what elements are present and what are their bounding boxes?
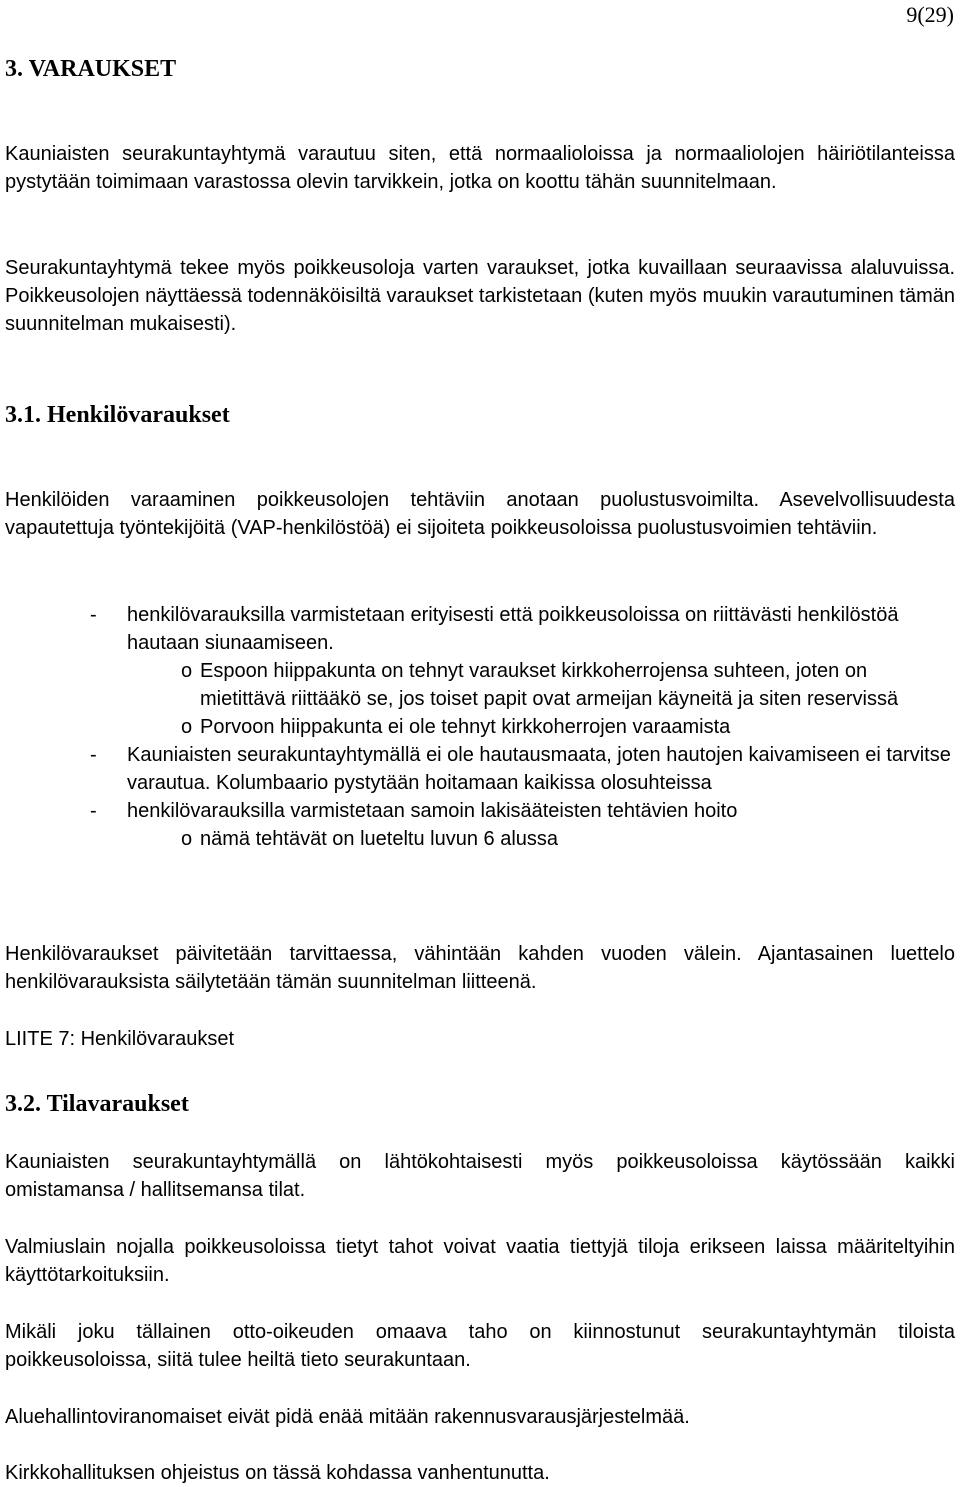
bullet-marker: - (90, 604, 97, 626)
tilavaraukset-paragraph-5: Kirkkohallituksen ohjeistus on tässä kohdassa vanhentunutta. (5, 1462, 550, 1484)
list-item-text: henkilövarauksilla varmistetaan samoin lakisääteisten tehtävien hoito (127, 800, 738, 822)
henkilovaraukset-paragraph: Henkilöiden varaaminen poikkeusolojen tehtäviin anotaan puolustusvoimilta. Asevelvollisuudesta vapautettuja työntekijöitä (VAP-henkilöstöä) ei sijoiteta poikkeusoloissa puolustusvoimien tehtäviin. (5, 489, 955, 539)
sub-list-item (5, 657, 955, 713)
henkilovaraukset-update-paragraph: Henkilövaraukset päivitetään tarvittaessa, vähintään kahden vuoden välein. Ajantasainen luettelo henkilövarauksista säilytetään tämän suunnitelman liitteenä. (5, 943, 955, 993)
sub-list-item (5, 713, 955, 741)
bullet-list (5, 601, 955, 853)
sub-list-item-text: Espoon hiippakunta on tehnyt varaukset kirkkoherrojensa suhteen, joten on mietittävä riittääkö se, jos toiset papit ovat armeijan käyneitä ja siten reservissä (200, 660, 899, 710)
sub-bullet-marker: o (181, 716, 193, 738)
subsection-title-henkilovaraukset: 3.1. Henkilövaraukset (5, 402, 230, 428)
sub-bullet-marker: o (181, 660, 193, 682)
list-item (5, 741, 955, 797)
tilavaraukset-paragraph-4: Aluehallintoviranomaiset eivät pidä enää mitään rakennusvarausjärjestelmää. (5, 1406, 690, 1428)
sub-list-item (5, 825, 955, 853)
tilavaraukset-paragraph-2: Valmiuslain nojalla poikkeusoloissa tietyt tahot voivat vaatia tiettyjä tiloja erikseen laissa määriteltyihin käyttötarkoituksiin. (5, 1236, 955, 1286)
sub-list-item-text: nämä tehtävät on lueteltu luvun 6 alussa (200, 828, 559, 850)
section-title: 3. VARAUKSET (5, 56, 177, 82)
subsection-title-tilavaraukset: 3.2. Tilavaraukset (5, 1091, 189, 1117)
bullet-marker: - (90, 800, 97, 822)
tilavaraukset-paragraph-3: Mikäli joku tällainen otto-oikeuden omaava taho on kiinnostunut seurakuntayhtymän tiloista poikkeusoloissa, siitä tulee heiltä tieto seurakuntaan. (5, 1321, 955, 1371)
list-item-text: Kauniaisten seurakuntayhtymällä ei ole hautausmaata, joten hautojen kaivamiseen ei tarvitse varautua. Kolumbaario pystytään hoitamaan kaikissa olosuhteissa (127, 744, 951, 794)
intro-paragraph-1: Kauniaisten seurakuntayhtymä varautuu siten, että normaalioloissa ja normaaliolojen häiriötilanteissa pystytään toimimaan varastossa olevin tarvikkein, jotka on koottu tähän suunnitelmaan. (5, 143, 955, 193)
sub-bullet-marker: o (181, 828, 193, 850)
page-number: 9(29) (906, 2, 954, 27)
bullet-marker: - (90, 744, 97, 766)
list-item-text: henkilövarauksilla varmistetaan erityisesti että poikkeusoloissa on riittävästi henkilöstöä hautaan siunaamiseen. (127, 604, 899, 654)
list-item (5, 601, 955, 657)
attachment-reference: LIITE 7: Henkilövaraukset (5, 1028, 234, 1050)
intro-paragraph-2: Seurakuntayhtymä tekee myös poikkeusoloja varten varaukset, jotka kuvaillaan seuraavissa alaluvuissa. Poikkeusolojen näyttäessä todennäköisiltä varaukset tarkistetaan (kuten myös muukin varautuminen tämän suunnitelman mukaisesti). (5, 257, 955, 335)
tilavaraukset-paragraph-1: Kauniaisten seurakuntayhtymällä on lähtökohtaisesti myös poikkeusoloissa käytössään kaikki omistamansa / hallitsemansa tilat. (5, 1151, 955, 1201)
sub-list-item-text: Porvoon hiippakunta ei ole tehnyt kirkkoherrojen varaamista (200, 716, 731, 738)
list-item (5, 797, 955, 825)
